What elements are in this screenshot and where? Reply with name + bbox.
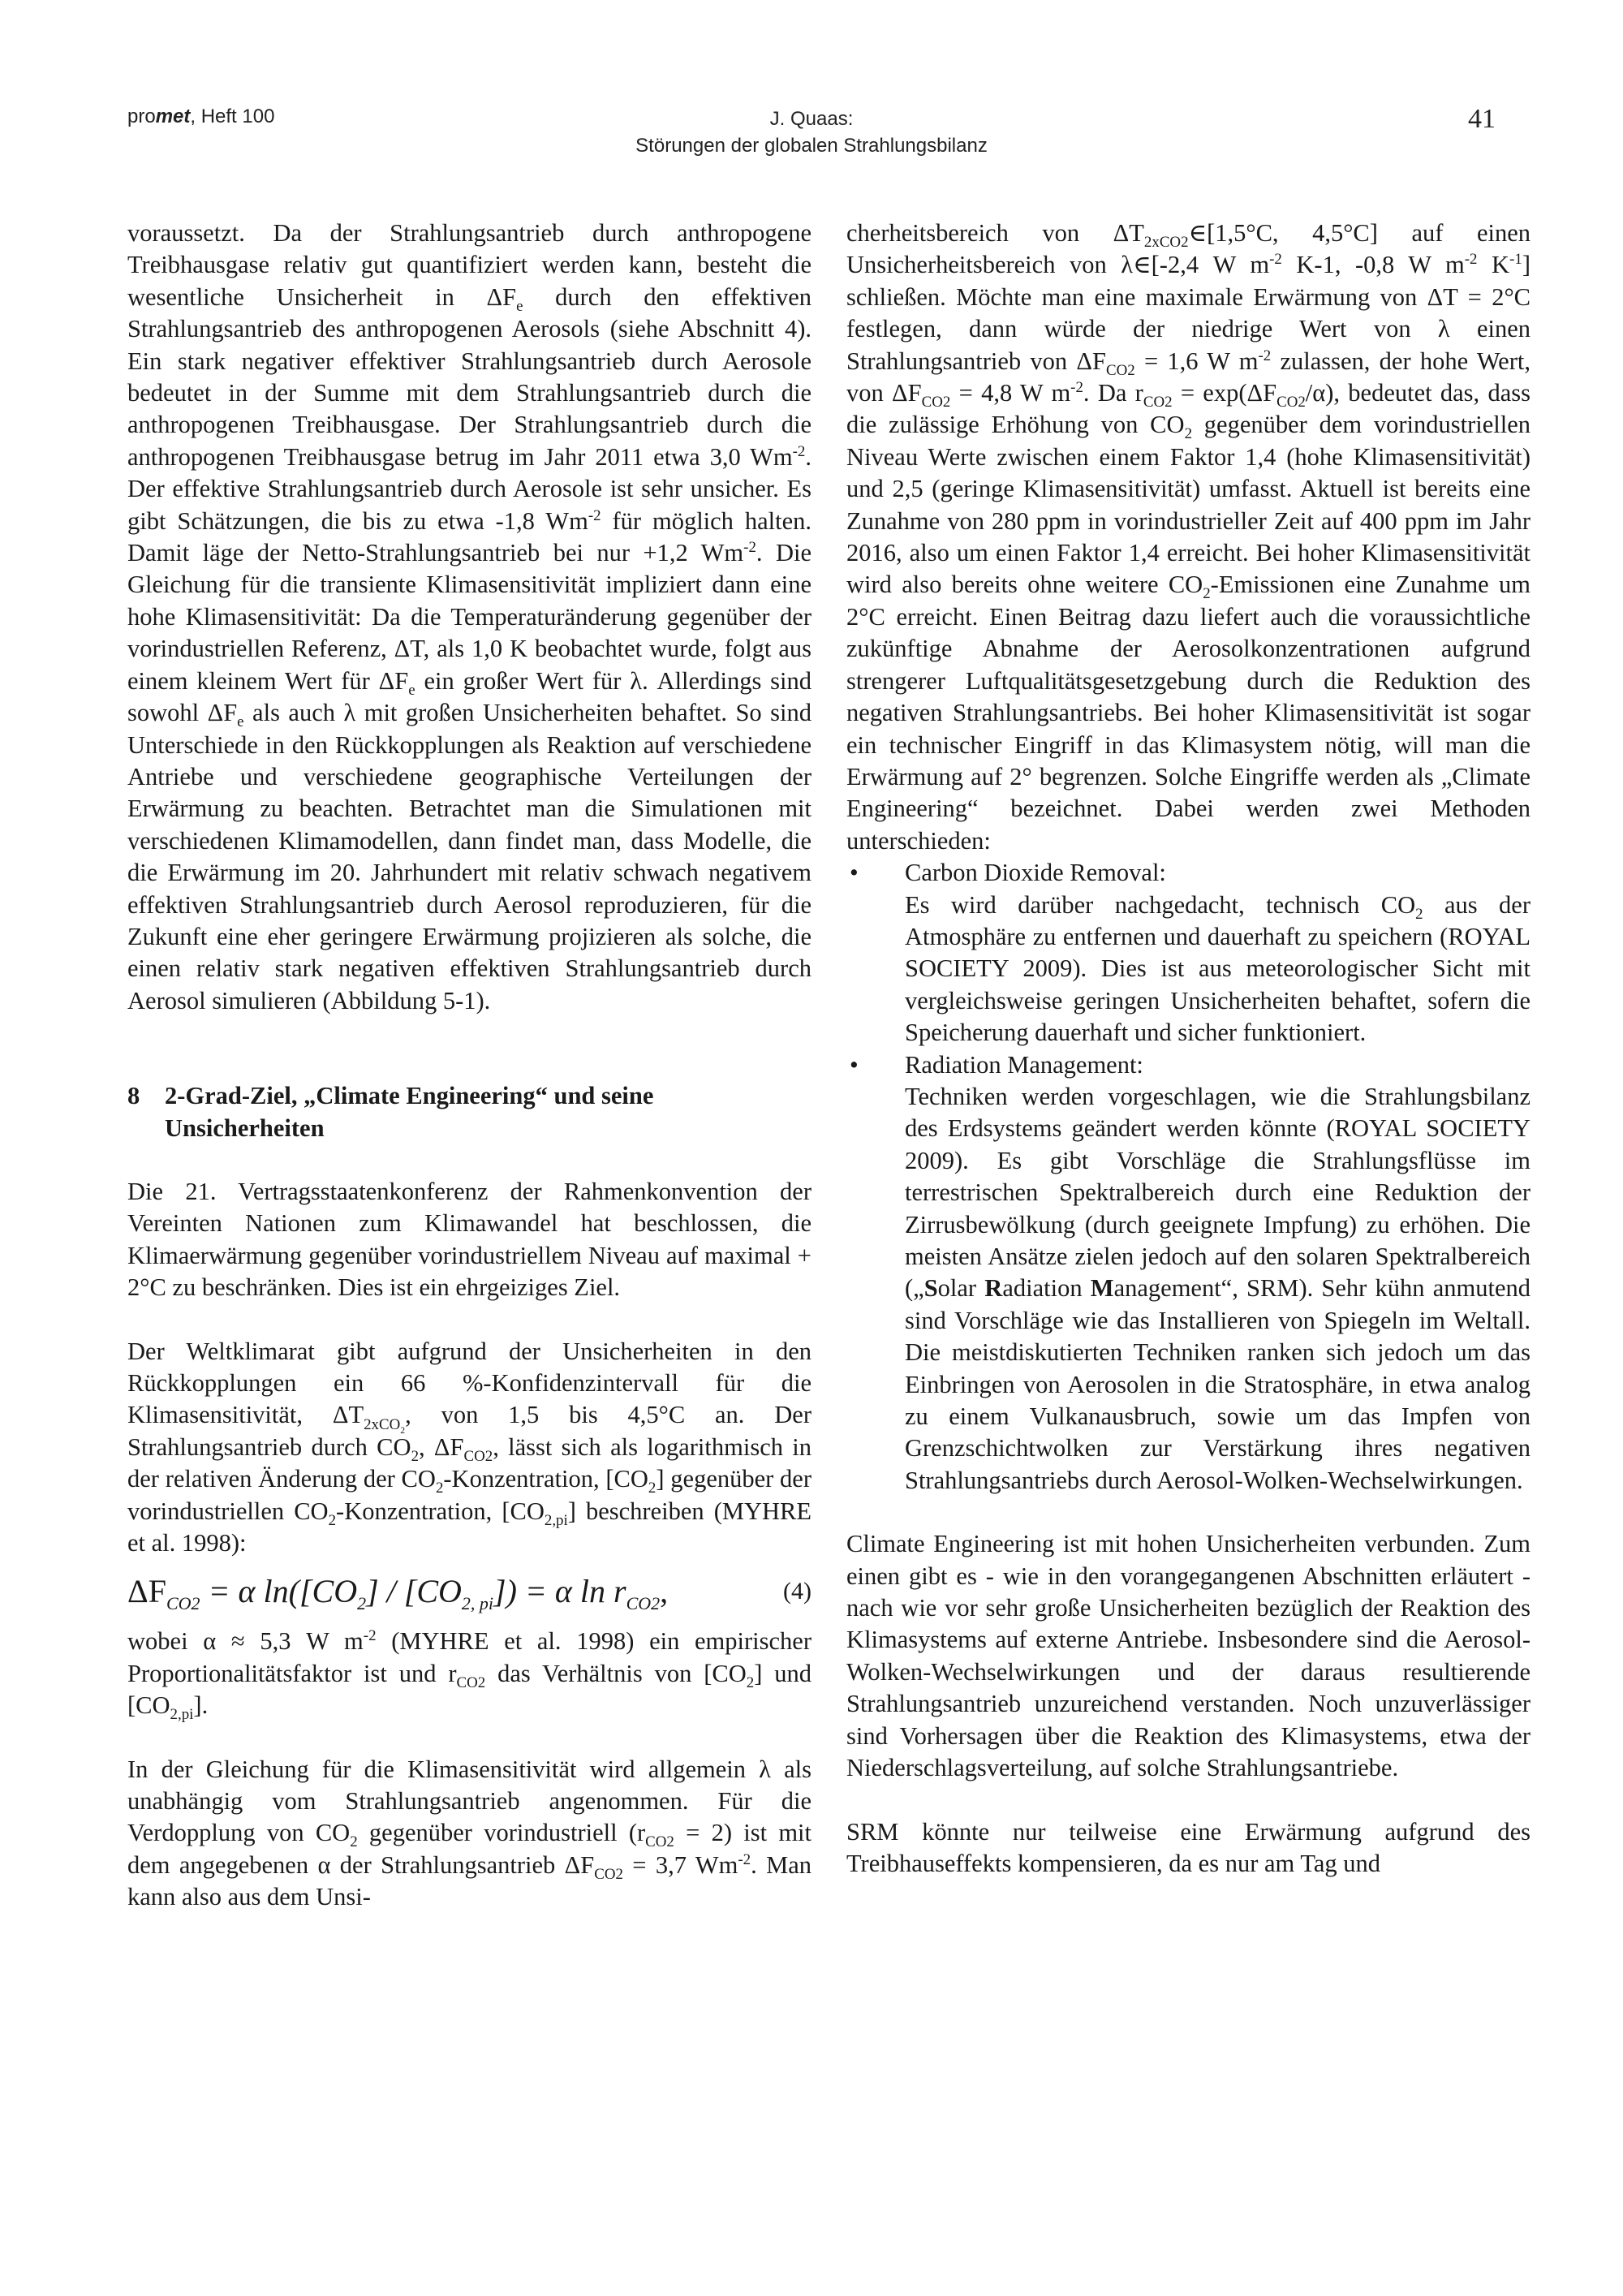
page-number: 41	[1468, 104, 1496, 134]
list-item-text: Es wird darüber nachgedacht, technisch $CO_2$ aus der Atmosphäre zu entfernen und dauerhaft zu speichern (ROYAL SOCIETY 2009). Dies ist aus meteorologischer Sicht mit vergleichsweise geringen Unsicherheiten behaftet, sofern die Speicherung dauerhaft und sicher funktioniert.	[905, 890, 1530, 1047]
header-title: Störungen der globalen Strahlungsbilanz	[635, 135, 988, 157]
paragraph: SRM könnte nur teilweise eine Erwärmung aufgrund des Treibhauseffekts kompensieren, da es nur am Tag und	[846, 1817, 1530, 1877]
list-item	[846, 857, 1530, 1049]
list-item-text: Techniken werden vorgeschlagen, wie die Strahlungsbilanz des Erdsystems geändert werden könnte (ROYAL SOCIETY 2009). Es gibt Vorschläge die Strahlungsflüsse im terrestrischen Spektralbereich durch eine Reduktion der Zirrusbewölkung (durch geeignete Impfung) zu erhöhen. Die meisten Ansätze zielen jedoch auf den solaren Spektralbereich („Solar Radiation Management“, SRM). Sehr kühn anmutend sind Vorschläge wie das Installieren von Spiegeln im Weltall. Die meistdiskutierten Techniken ranken sich jedoch um das Einbringen von Aerosolen in die Stratosphäre, in etwa analog zu einem Vulkanausbruch, sowie um das Impfen von Grenzschichtwolken zur Verstärkung ihres negativen Strahlungsantriebs durch Aerosol-Wolken-Wechselwirkungen.	[905, 1082, 1531, 1494]
bullet-icon: •	[850, 1050, 859, 1079]
journal-issue: , Heft 100	[190, 106, 275, 127]
left-column	[127, 218, 812, 1914]
bullet-icon: •	[850, 859, 859, 887]
paragraph: Der Weltklimarat gibt aufgrund der Unsicherheiten in den Rückkopplungen ein 66 %-Konfidenzintervall für die Klimasensitivität, $\Delta T_{2xCO_2}$, von 1,5 bis 4,5°C an. Der Strahlungsantrieb durch $CO_2$, $\Delta F_{CO2}$, lässt sich als logarithmisch in der relativen Änderung der $CO_2$-Konzentration, $[CO_2]$ gegenüber der vorindustriellen $CO_2$-Konzentration, $[CO_{2,pi}]$ beschreiben (MYHRE et al. 1998):	[127, 1337, 812, 1557]
equation-4	[127, 1567, 812, 1614]
section-heading	[127, 1080, 812, 1144]
journal-brand: met	[155, 106, 191, 127]
right-column	[846, 218, 1530, 1880]
journal-prefix: pro	[127, 106, 156, 127]
equation-number: (4)	[783, 1577, 812, 1605]
section-number: 8	[127, 1082, 140, 1110]
paragraph: Die 21. Vertragsstaatenkonferenz der Rahmenkonvention der Vereinten Nationen zum Klimawandel hat beschlossen, die Klimaerwärmung gegenüber vorindustriellem Niveau auf maximal + 2°C zu beschränken. Dies ist ein ehrgeiziges Ziel.	[127, 1177, 812, 1302]
paragraph: wobei α ≈ 5,3 W $m^{-2}$ (MYHRE et al. 1998) ein empirischer Proportionalitätsfaktor ist und $r_{CO2}$ das Verhältnis von $[CO_2]$ und $[CO_{2,pi}]$.	[127, 1627, 812, 1724]
paragraph: In der Gleichung für die Klimasensitivität wird allgemein λ als unabhängig vom Strahlungsantrieb angenommen. Für die Verdopplung von $CO_2$ gegenüber vorindustriell $(r_{CO2} = 2)$ ist mit dem angegebenen α der Strahlungsantrieb $\Delta F_{CO2} = 3,7$ $Wm^{-2}$. Man kann also aus dem Unsi-	[127, 1755, 812, 1911]
list-item-title: Carbon Dioxide Removal:	[905, 859, 1166, 887]
paragraph: voraussetzt. Da der Strahlungsantrieb durch anthropogene Treibhausgase relativ gut quantifiziert werden kann, besteht die wesentliche Unsicherheit in $\Delta F_e$ durch den effektiven Strahlungsantrieb des anthropogenen Aerosols (siehe Abschnitt 4). Ein stark negativer effektiver Strahlungsantrieb durch Aerosole bedeutet in der Summe mit dem Strahlungsantrieb durch die anthropogenen Treibhausgase. Der Strahlungsantrieb durch die anthropogenen Treibhausgase betrug im Jahr 2011 etwa 3,0 $Wm^{-2}$. Der effektive Strahlungsantrieb durch Aerosole ist sehr unsicher. Es gibt Schätzungen, die bis zu etwa -1,8 $Wm^{-2}$ für möglich halten. Damit läge der Netto-Strahlungsantrieb bei nur +1,2 $Wm^{-2}$. Die Gleichung für die transiente Klimasensitivität impliziert dann eine hohe Klimasensitivität: Da die Temperaturänderung gegenüber der vorindustriellen Referenz, ΔT, als 1,0 K beobachtet wurde, folgt aus einem kleinem Wert für $\Delta F_e$ ein großer Wert für λ. Allerdings sind sowohl $\Delta F_e$ als auch λ mit großen Unsicherheiten behaftet. So sind Unterschiede in den Rückkopplungen als Reaktion auf verschiedene Antriebe und verschiedene geographische Verteilungen der Erwärmung zu beachten. Betrachtet man die Simulationen mit verschiedenen Klimamodellen, dann findet man, dass Modelle, die die Erwärmung im 20. Jahrhundert mit relativ schwach negativem effektiven Strahlungsantrieb durch Aerosol reproduzieren, für die Zukunft eine eher geringere Erwärmung projizieren als solche, die einen relativ stark negativen effektiven Strahlungsantrieb durch Aerosol simulieren (Abbildung 5-1).	[127, 219, 812, 1014]
running-header	[0, 106, 1623, 159]
paragraph: Climate Engineering ist mit hohen Unsicherheiten verbunden. Zum einen gibt es - wie in den vorangegangenen Abschnitten erläutert - nach wie vor sehr große Unsicherheiten bezüglich der Reaktion des Klimasystems auf externe Antriebe. Insbesondere sind die Aerosol-Wolken-Wechselwirkungen und der daraus resultierende Strahlungsantrieb unzureichend verstanden. Noch unzuverlässiger sind Vorhersagen über die Reaktion des Klimasystems, etwa der Niederschlagsverteilung, auf solche Strahlungsantriebe.	[846, 1530, 1530, 1782]
paragraph: cherheitsbereich von $\Delta T_{2xCO2}\in[1,5^\circ C$, 4,5°C] auf einen Unsicherheitsbereich von λ∈[-2,4 W $m^{-2}$ K-1, -0,8 W $m^{-2}$ $K^{-1}$] schließen. Möchte man eine maximale Erwärmung von ΔT = 2°C festlegen, dann würde der niedrige Wert von λ einen Strahlungsantrieb von $\Delta F_{CO2} = 1,6$ W $m^{-2}$ zulassen, der hohe Wert, von $\Delta F_{CO2} = 4,8$ W $m^{-2}$. Da $r_{CO2} = \exp(\Delta F_{CO2}/\alpha)$, bedeutet das, dass die zulässige Erhöhung von $CO_2$ gegenüber dem vorindustriellen Niveau Werte zwischen einem Faktor 1,4 (hohe Klimasensitivität) und 2,5 (geringe Klimasensitivität) umfasst. Aktuell ist bereits eine Zunahme von 280 ppm in vorindustrieller Zeit auf 400 ppm im Jahr 2016, also um einen Faktor 1,4 erreicht. Bei hoher Klimasensitivität wird also bereits ohne weitere $CO_2$-Emissionen eine Zunahme um 2°C erreicht. Einen Beitrag dazu liefert auch die voraussichtliche zukünftige Abnahme der Aerosolkonzentrationen aufgrund strengerer Luftqualitätsgesetzgebung durch die Reduktion des negativen Strahlungsantriebs. Bei hoher Klimasensitivität ist sogar ein technischer Eingriff in das Klimasystem nötig, will man die Erwärmung auf 2° begrenzen. Solche Eingriffe werden als „Climate Engineering“ bezeichnet. Dabei werden zwei Methoden unterschieden:	[846, 219, 1531, 855]
list-item	[846, 1049, 1530, 1497]
list-item-title: Radiation Management:	[905, 1050, 1143, 1079]
header-author: J. Quaas:	[769, 108, 854, 130]
section-title: 2-Grad-Ziel, „Climate Engineering“ und seine Unsicherheiten	[165, 1082, 654, 1142]
equation-body: $\Delta F_{CO2} = \alpha$ $\ln([CO_2] / [CO_{2, pi}]) = \alpha$ $\ln r_{CO2}$,	[127, 1572, 669, 1613]
